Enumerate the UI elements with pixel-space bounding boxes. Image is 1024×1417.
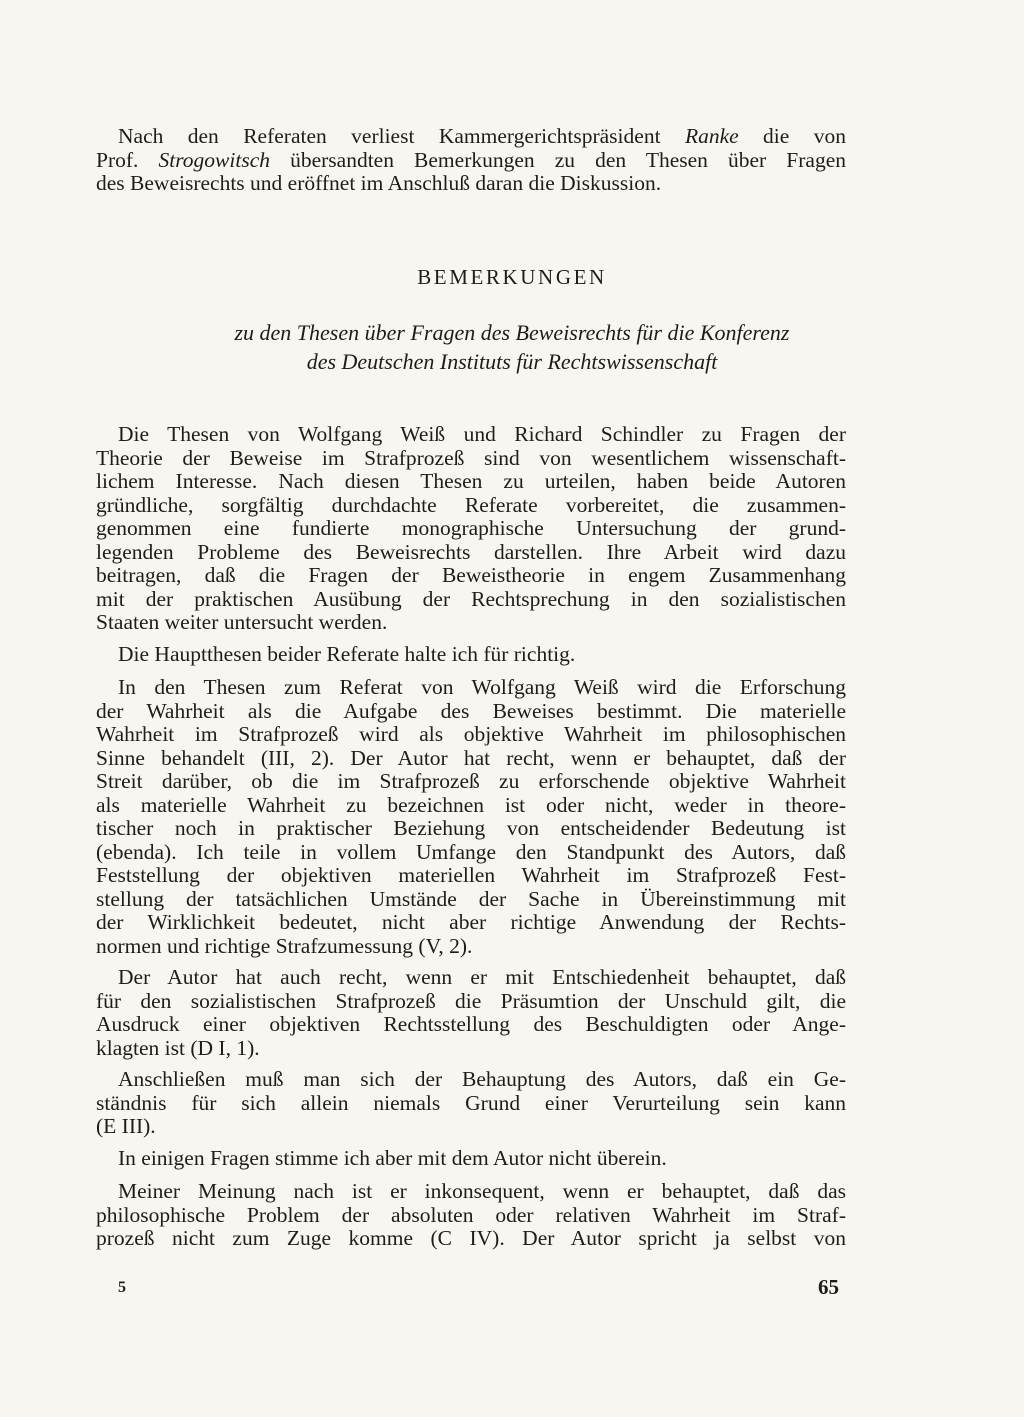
- paragraph: [96, 1147, 846, 1171]
- text-line: philosophische Problem der absoluten oder relativen Wahrheit im Straf-: [96, 1202, 846, 1227]
- text-segment: die von: [738, 124, 846, 148]
- text-line: Ausdruck einer objektiven Rechtsstellung des Beschuldigten oder Ange-: [96, 1012, 846, 1036]
- intro-line: [96, 125, 846, 149]
- text-segment: Nach den Referaten verliest Kammergerichtspräsident: [118, 124, 685, 148]
- text-line: Wahrheit im Strafprozeß wird als objektive Wahrheit im philosophischen: [96, 722, 846, 746]
- text-line: tischer noch in praktischer Beziehung von entscheidender Bedeutung ist: [96, 816, 846, 840]
- text-segment: übersandten Bemerkungen zu den Thesen über Fragen: [270, 147, 847, 172]
- paragraph: [96, 676, 846, 958]
- text-line: Der Autor hat auch recht, wenn er mit Entschiedenheit behauptet, daß: [118, 965, 846, 989]
- paragraph: [96, 1180, 846, 1251]
- text-segment: des Beweisrechts und eröffnet im Anschluß daran die Diskussion.: [96, 171, 662, 195]
- intro-line: [96, 149, 846, 173]
- paragraph: [96, 423, 846, 635]
- text-line: lichem Interesse. Nach diesen Thesen zu urteilen, haben beide Autoren: [96, 469, 846, 493]
- text-line: In den Thesen zum Referat von Wolfgang Weiß wird die Erforschung: [118, 675, 846, 699]
- text-line: für den sozialistischen Strafprozeß die Präsumtion der Unschuld gilt, die: [96, 988, 846, 1013]
- text-line: stellung der tatsächlichen Umstände der Sache in Übereinstimmung mit: [96, 886, 846, 911]
- text-line: der Wahrheit als die Aufgabe des Beweises bestimmt. Die materielle: [96, 698, 846, 723]
- section-heading: BEMERKUNGEN: [417, 265, 607, 289]
- text-line: prozeß nicht zum Zuge komme (C IV). Der Autor spricht ja selbst von: [96, 1226, 846, 1250]
- text-line: Staaten weiter untersucht werden.: [96, 610, 388, 634]
- paragraph: [96, 643, 846, 667]
- body-text: [96, 423, 846, 1251]
- text-line: normen und richtige Strafzumessung (V, 2).: [96, 933, 473, 958]
- text-line: Streit darüber, ob die im Strafprozeß zu erforschende objektive Wahrheit: [96, 769, 846, 793]
- text-line: als materielle Wahrheit zu bezeichnen ist oder nicht, weder in theore-: [96, 792, 846, 817]
- text-line: Feststellung der objektiven materiellen Wahrheit im Strafprozeß Fest-: [96, 863, 846, 887]
- subtitle-line: des Deutschen Instituts für Rechtswissenschaft: [306, 349, 718, 374]
- text-line: beitragen, daß die Fragen der Beweistheorie in engem Zusammenhang: [96, 563, 846, 587]
- person-name: Strogowitsch: [158, 147, 270, 172]
- intro-line: [96, 172, 846, 196]
- text-line: In einigen Fragen stimme ich aber mit dem Autor nicht überein.: [118, 1145, 667, 1170]
- text-line: legenden Probleme des Beweisrechts darstellen. Ihre Arbeit wird dazu: [96, 539, 846, 564]
- text-line: mit der praktischen Ausübung der Rechtsprechung in den sozialistischen: [96, 586, 846, 611]
- section-subtitle: [0, 318, 1024, 376]
- text-line: (E III).: [96, 1114, 156, 1138]
- subtitle-line: zu den Thesen über Fragen des Beweisrechts für die Konferenz: [234, 320, 790, 345]
- text-line: klagten ist (D I, 1).: [96, 1035, 260, 1060]
- person-name: Ranke: [684, 124, 739, 148]
- paragraph: [96, 1068, 846, 1139]
- paragraph: [96, 966, 846, 1060]
- text-line: Anschließen muß man sich der Behauptung des Autors, daß ein Ge-: [118, 1067, 846, 1091]
- text-line: ständnis für sich allein niemals Grund einer Verurteilung sein kann: [96, 1090, 846, 1115]
- signature-mark: 5: [118, 1279, 126, 1296]
- text-segment: Prof.: [96, 147, 159, 172]
- text-line: Theorie der Beweise im Strafprozeß sind von wesentlichem wissenschaft-: [96, 445, 846, 470]
- text-line: (ebenda). Ich teile in vollem Umfange den Standpunkt des Autors, daß: [96, 839, 846, 864]
- text-line: gründliche, sorgfältig durchdachte Referate vorbereitet, die zusammen-: [96, 492, 846, 517]
- text-line: Die Hauptthesen beider Referate halte ich für richtig.: [118, 641, 576, 666]
- text-line: Die Thesen von Wolfgang Weiß und Richard Schindler zu Fragen der: [118, 422, 846, 446]
- intro-paragraph: [96, 125, 846, 196]
- text-line: Meiner Meinung nach ist er inkonsequent, wenn er behauptet, daß das: [118, 1179, 846, 1203]
- page-number: 65: [818, 1275, 839, 1299]
- text-line: Sinne behandelt (III, 2). Der Autor hat recht, wenn er behauptet, daß der: [96, 745, 846, 770]
- text-line: genommen eine fundierte monographische Untersuchung der grund-: [96, 516, 846, 540]
- text-line: der Wirklichkeit bedeutet, nicht aber richtige Anwendung der Rechts-: [96, 910, 846, 934]
